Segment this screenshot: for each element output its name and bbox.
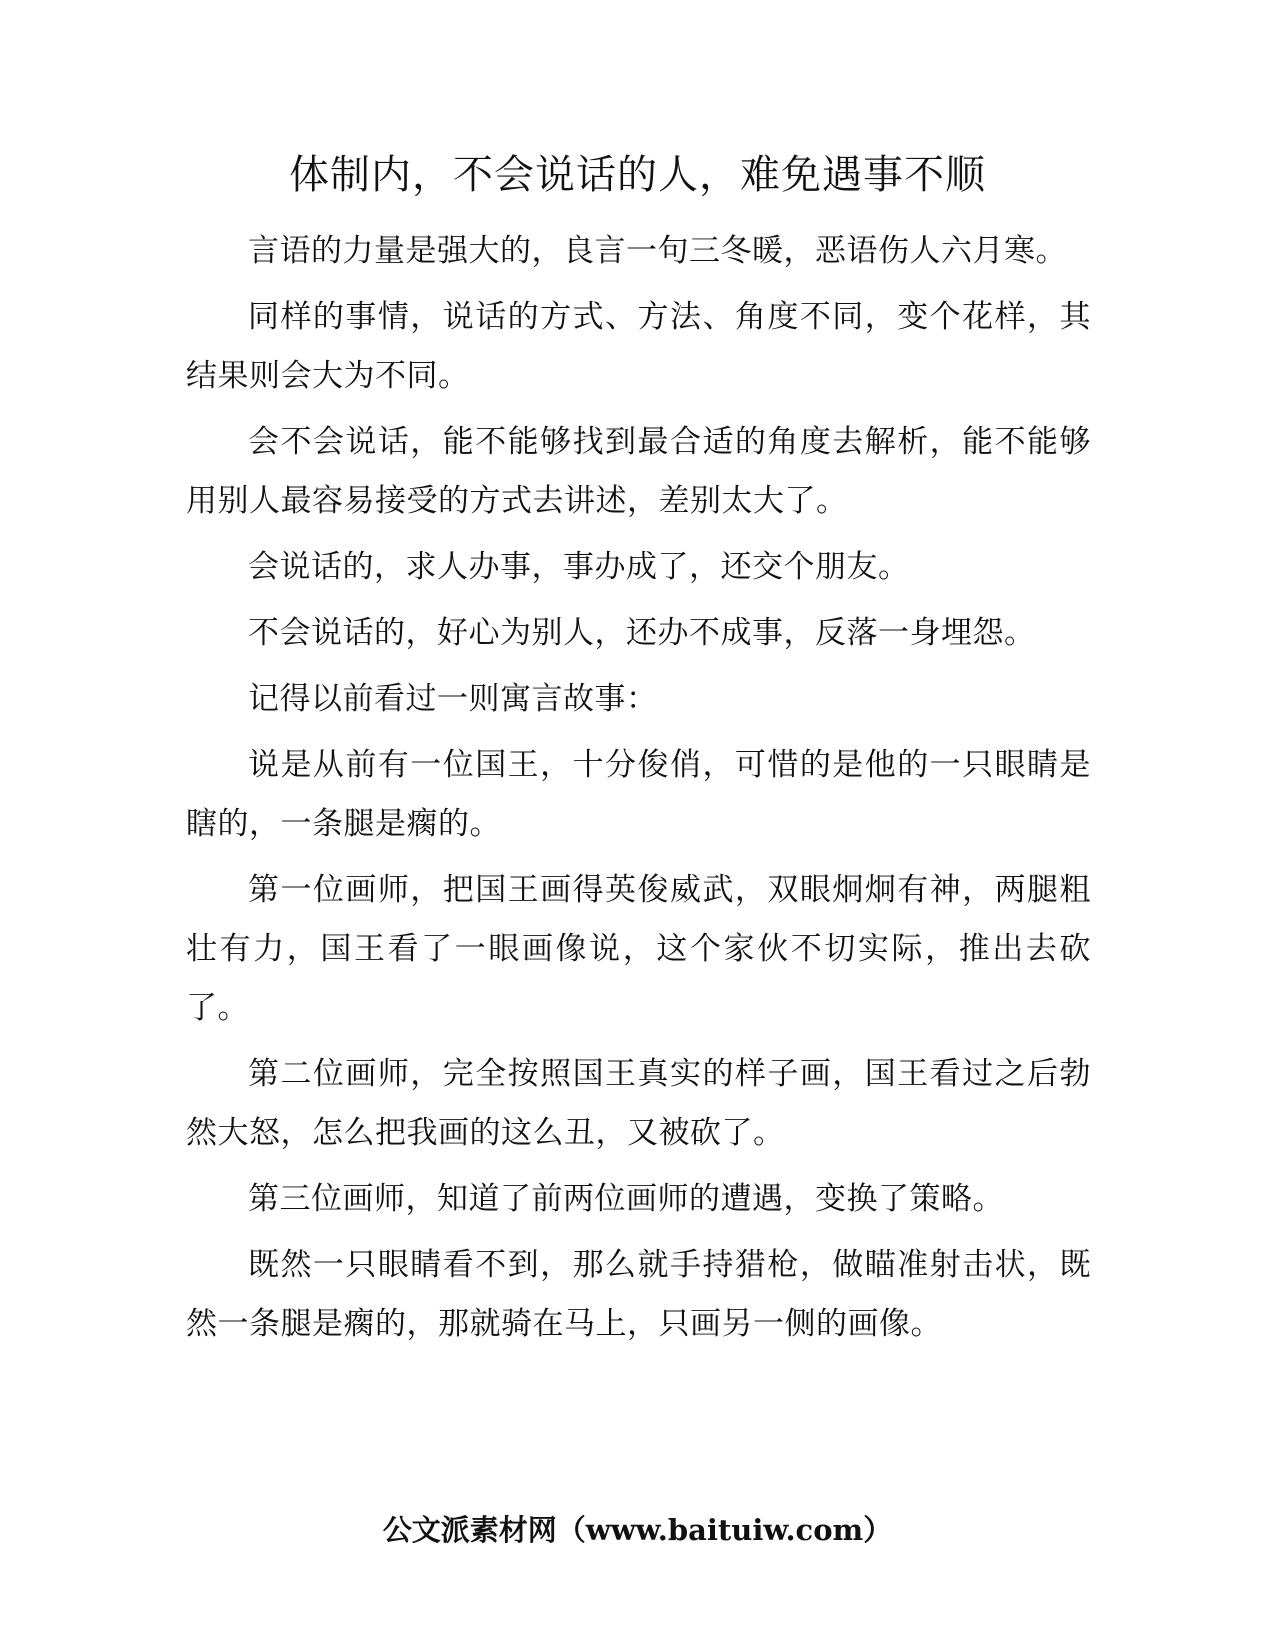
paragraph: 第一位画师，把国王画得英俊威武，双眼炯炯有神，两腿粗壮有力，国王看了一眼画像说，这个家伙不切实际，推出去砍了。	[186, 872, 1091, 1026]
paragraph: 不会说话的，好心为别人，还办不成事，反落一身埋怨。	[248, 615, 1036, 651]
paragraph: 第三位画师，知道了前两位画师的遭遇，变换了策略。	[248, 1181, 1004, 1217]
paragraph: 会说话的，求人办事，事办成了，还交个朋友。	[248, 549, 910, 585]
document-title: 体制内，不会说话的人，难免遇事不顺	[289, 152, 986, 198]
paragraph: 第二位画师，完全按照国王真实的样子画，国王看过之后勃然大怒，怎么把我画的这么丑，又被砍了。	[186, 1056, 1091, 1151]
paragraph: 说是从前有一位国王，十分俊俏，可惜的是他的一只眼睛是瞎的，一条腿是瘸的。	[186, 747, 1091, 842]
paragraph: 同样的事情，说话的方式、方法、角度不同，变个花样，其结果则会大为不同。	[186, 299, 1091, 394]
paragraph: 既然一只眼睛看不到，那么就手持猎枪，做瞄准射击状，既然一条腿是瘸的，那就骑在马上，只画另一侧的画像。	[186, 1247, 1091, 1342]
paragraph: 会不会说话，能不能够找到最合适的角度去解析，能不能够用别人最容易接受的方式去讲述，差别太大了。	[186, 424, 1091, 519]
paragraph: 记得以前看过一则寓言故事：	[248, 681, 658, 717]
paragraph: 言语的力量是强大的，良言一句三冬暖，恶语伤人六月寒。	[248, 233, 1067, 269]
source-footer: 公文派素材网（www.baituiw.com）	[382, 1513, 893, 1547]
document-body	[186, 222, 1091, 1361]
